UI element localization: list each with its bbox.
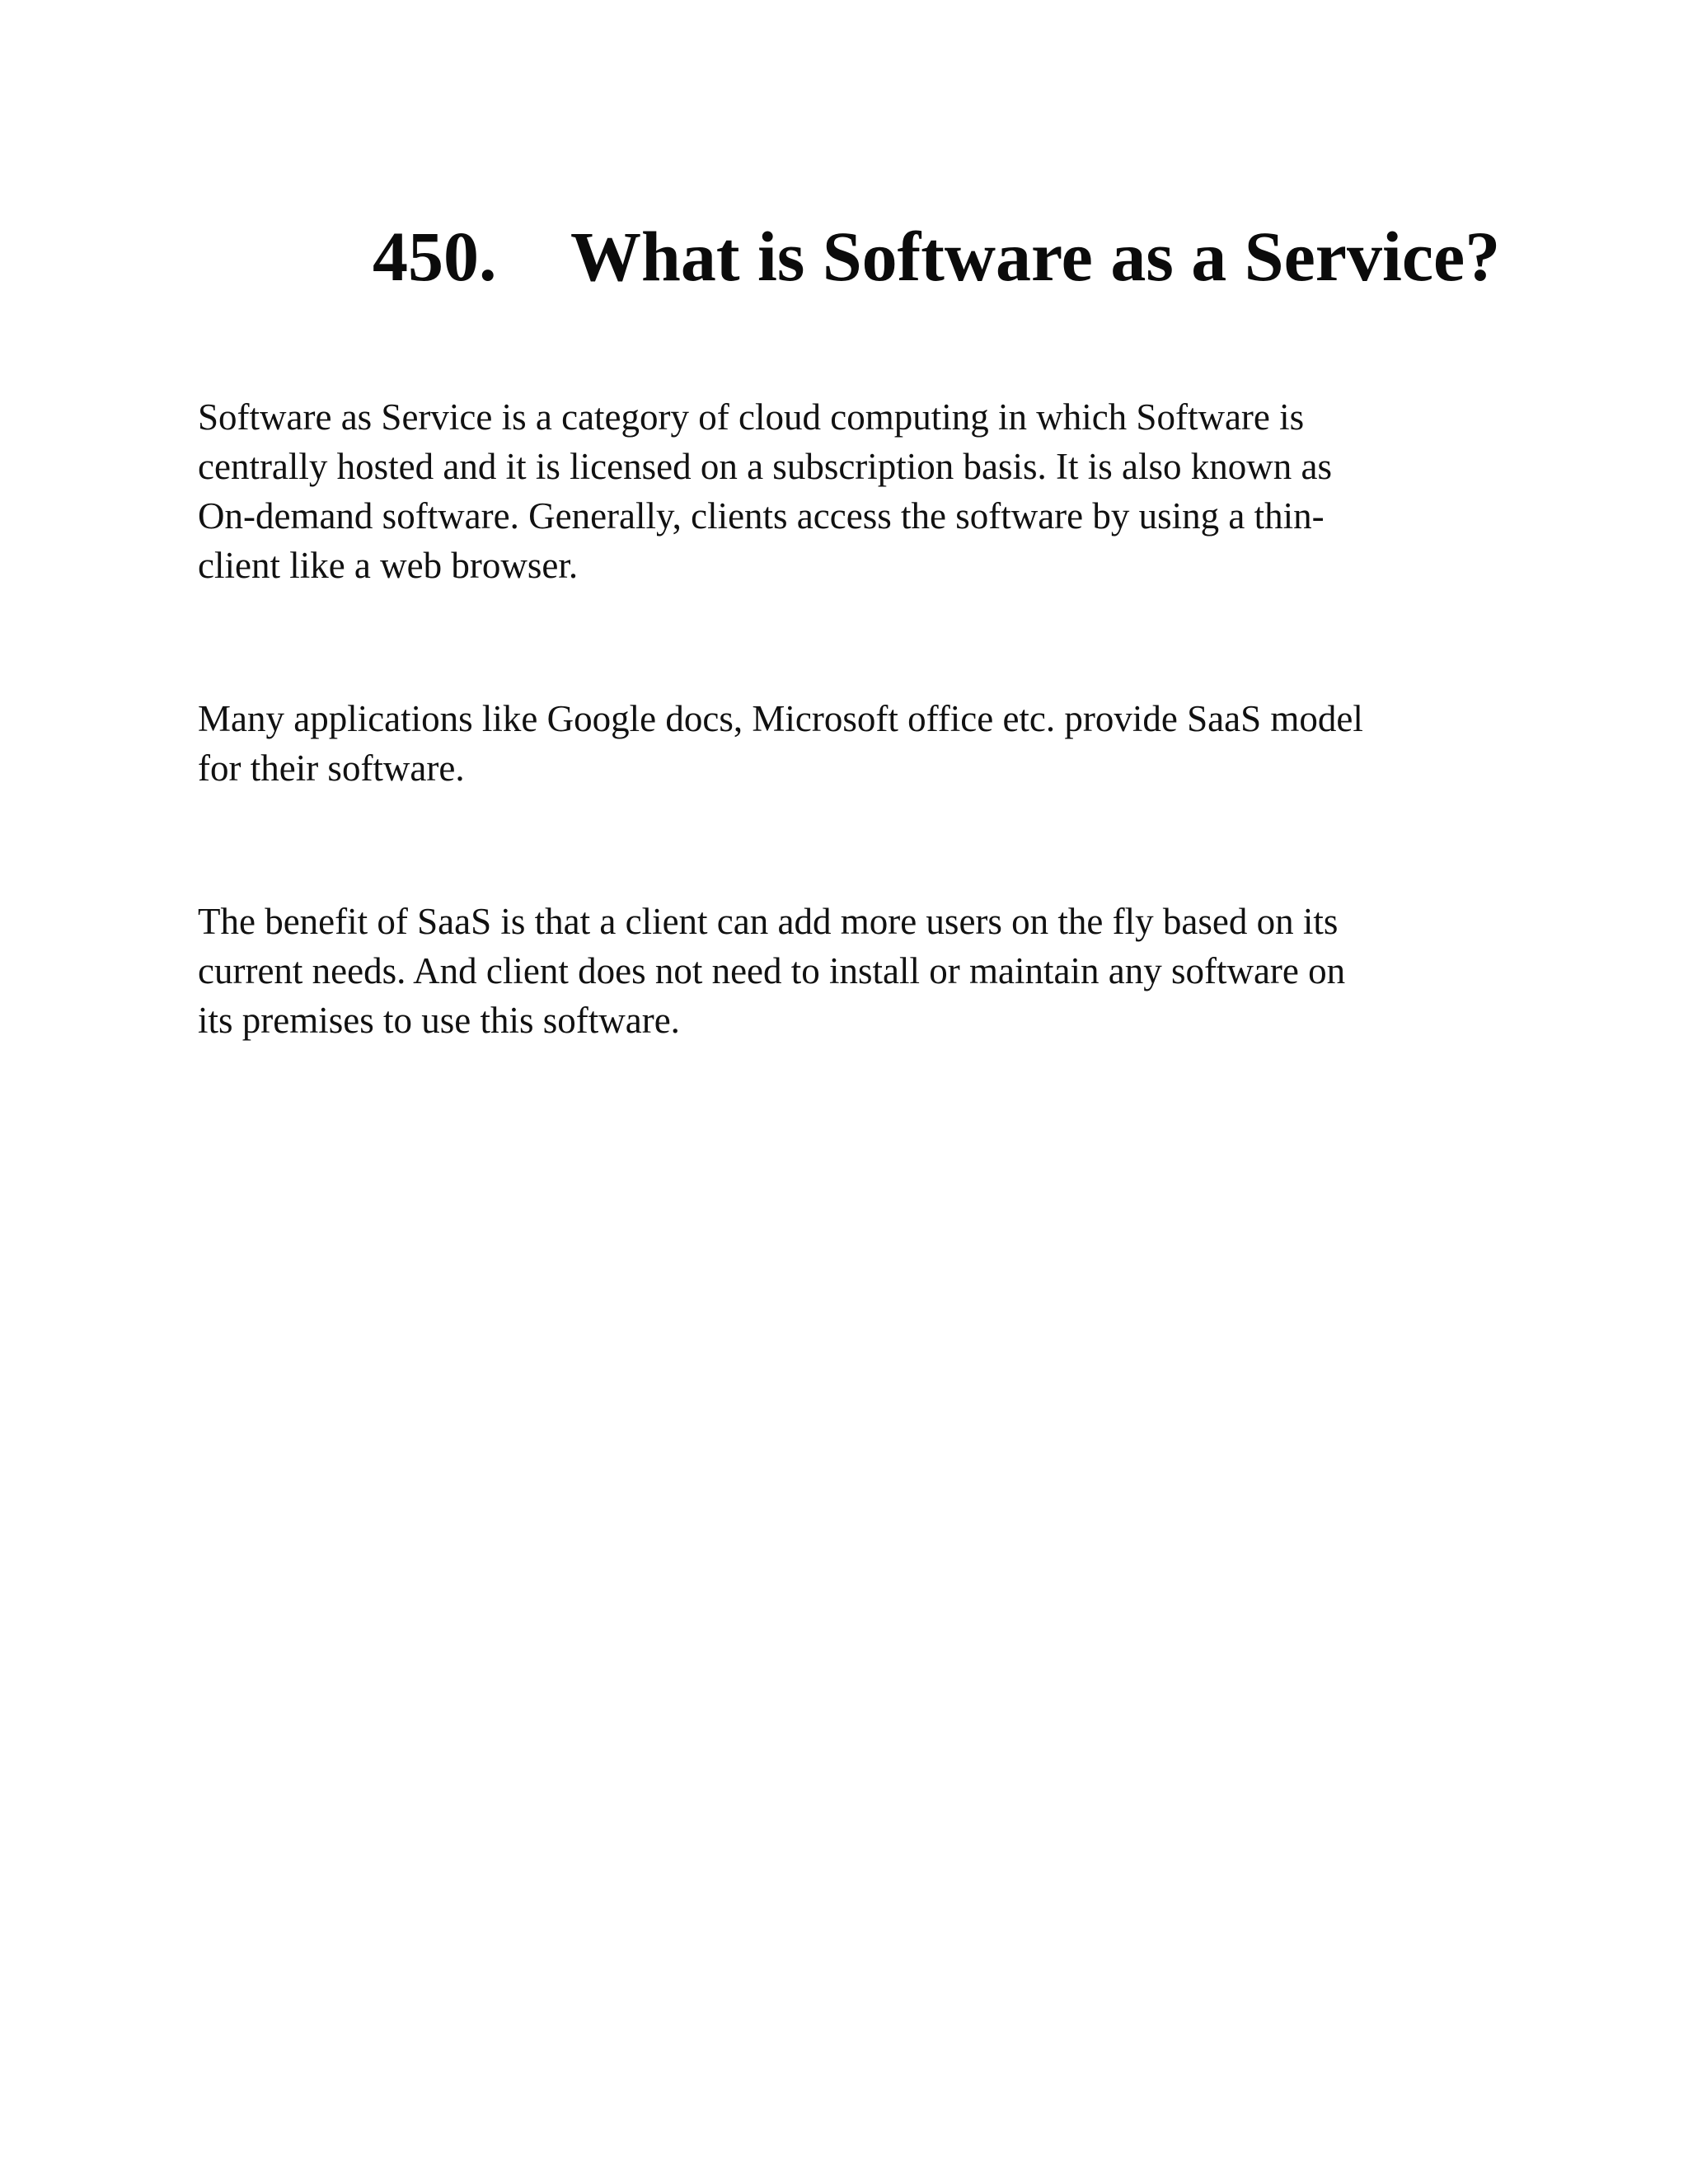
heading-title: What is Software as a Service? [570, 217, 1501, 296]
paragraph-line: Many applications like Google docs, Microsoft office etc. provide SaaS model [198, 698, 1363, 739]
paragraph-line: The benefit of SaaS is that a client can add more users on the fly based on its [198, 901, 1339, 942]
paragraph-examples [198, 694, 1517, 793]
paragraph-benefits [198, 897, 1517, 1045]
paragraph-line: current needs. And client does not need to install or maintain any software on [198, 950, 1346, 991]
paragraph-line: Software as Service is a category of cloud computing in which Software is [198, 396, 1305, 438]
paragraph-definition [198, 392, 1517, 590]
heading-number: 450. [373, 217, 497, 296]
paragraph-line: for their software. [198, 748, 465, 789]
paragraph-line: centrally hosted and it is licensed on a subscription basis. It is also known as [198, 446, 1333, 487]
page-heading [373, 217, 1501, 296]
paragraph-line: client like a web browser. [198, 545, 579, 586]
paragraph-line: On-demand software. Generally, clients access the software by using a thin- [198, 495, 1325, 537]
paragraph-line: its premises to use this software. [198, 1000, 680, 1041]
